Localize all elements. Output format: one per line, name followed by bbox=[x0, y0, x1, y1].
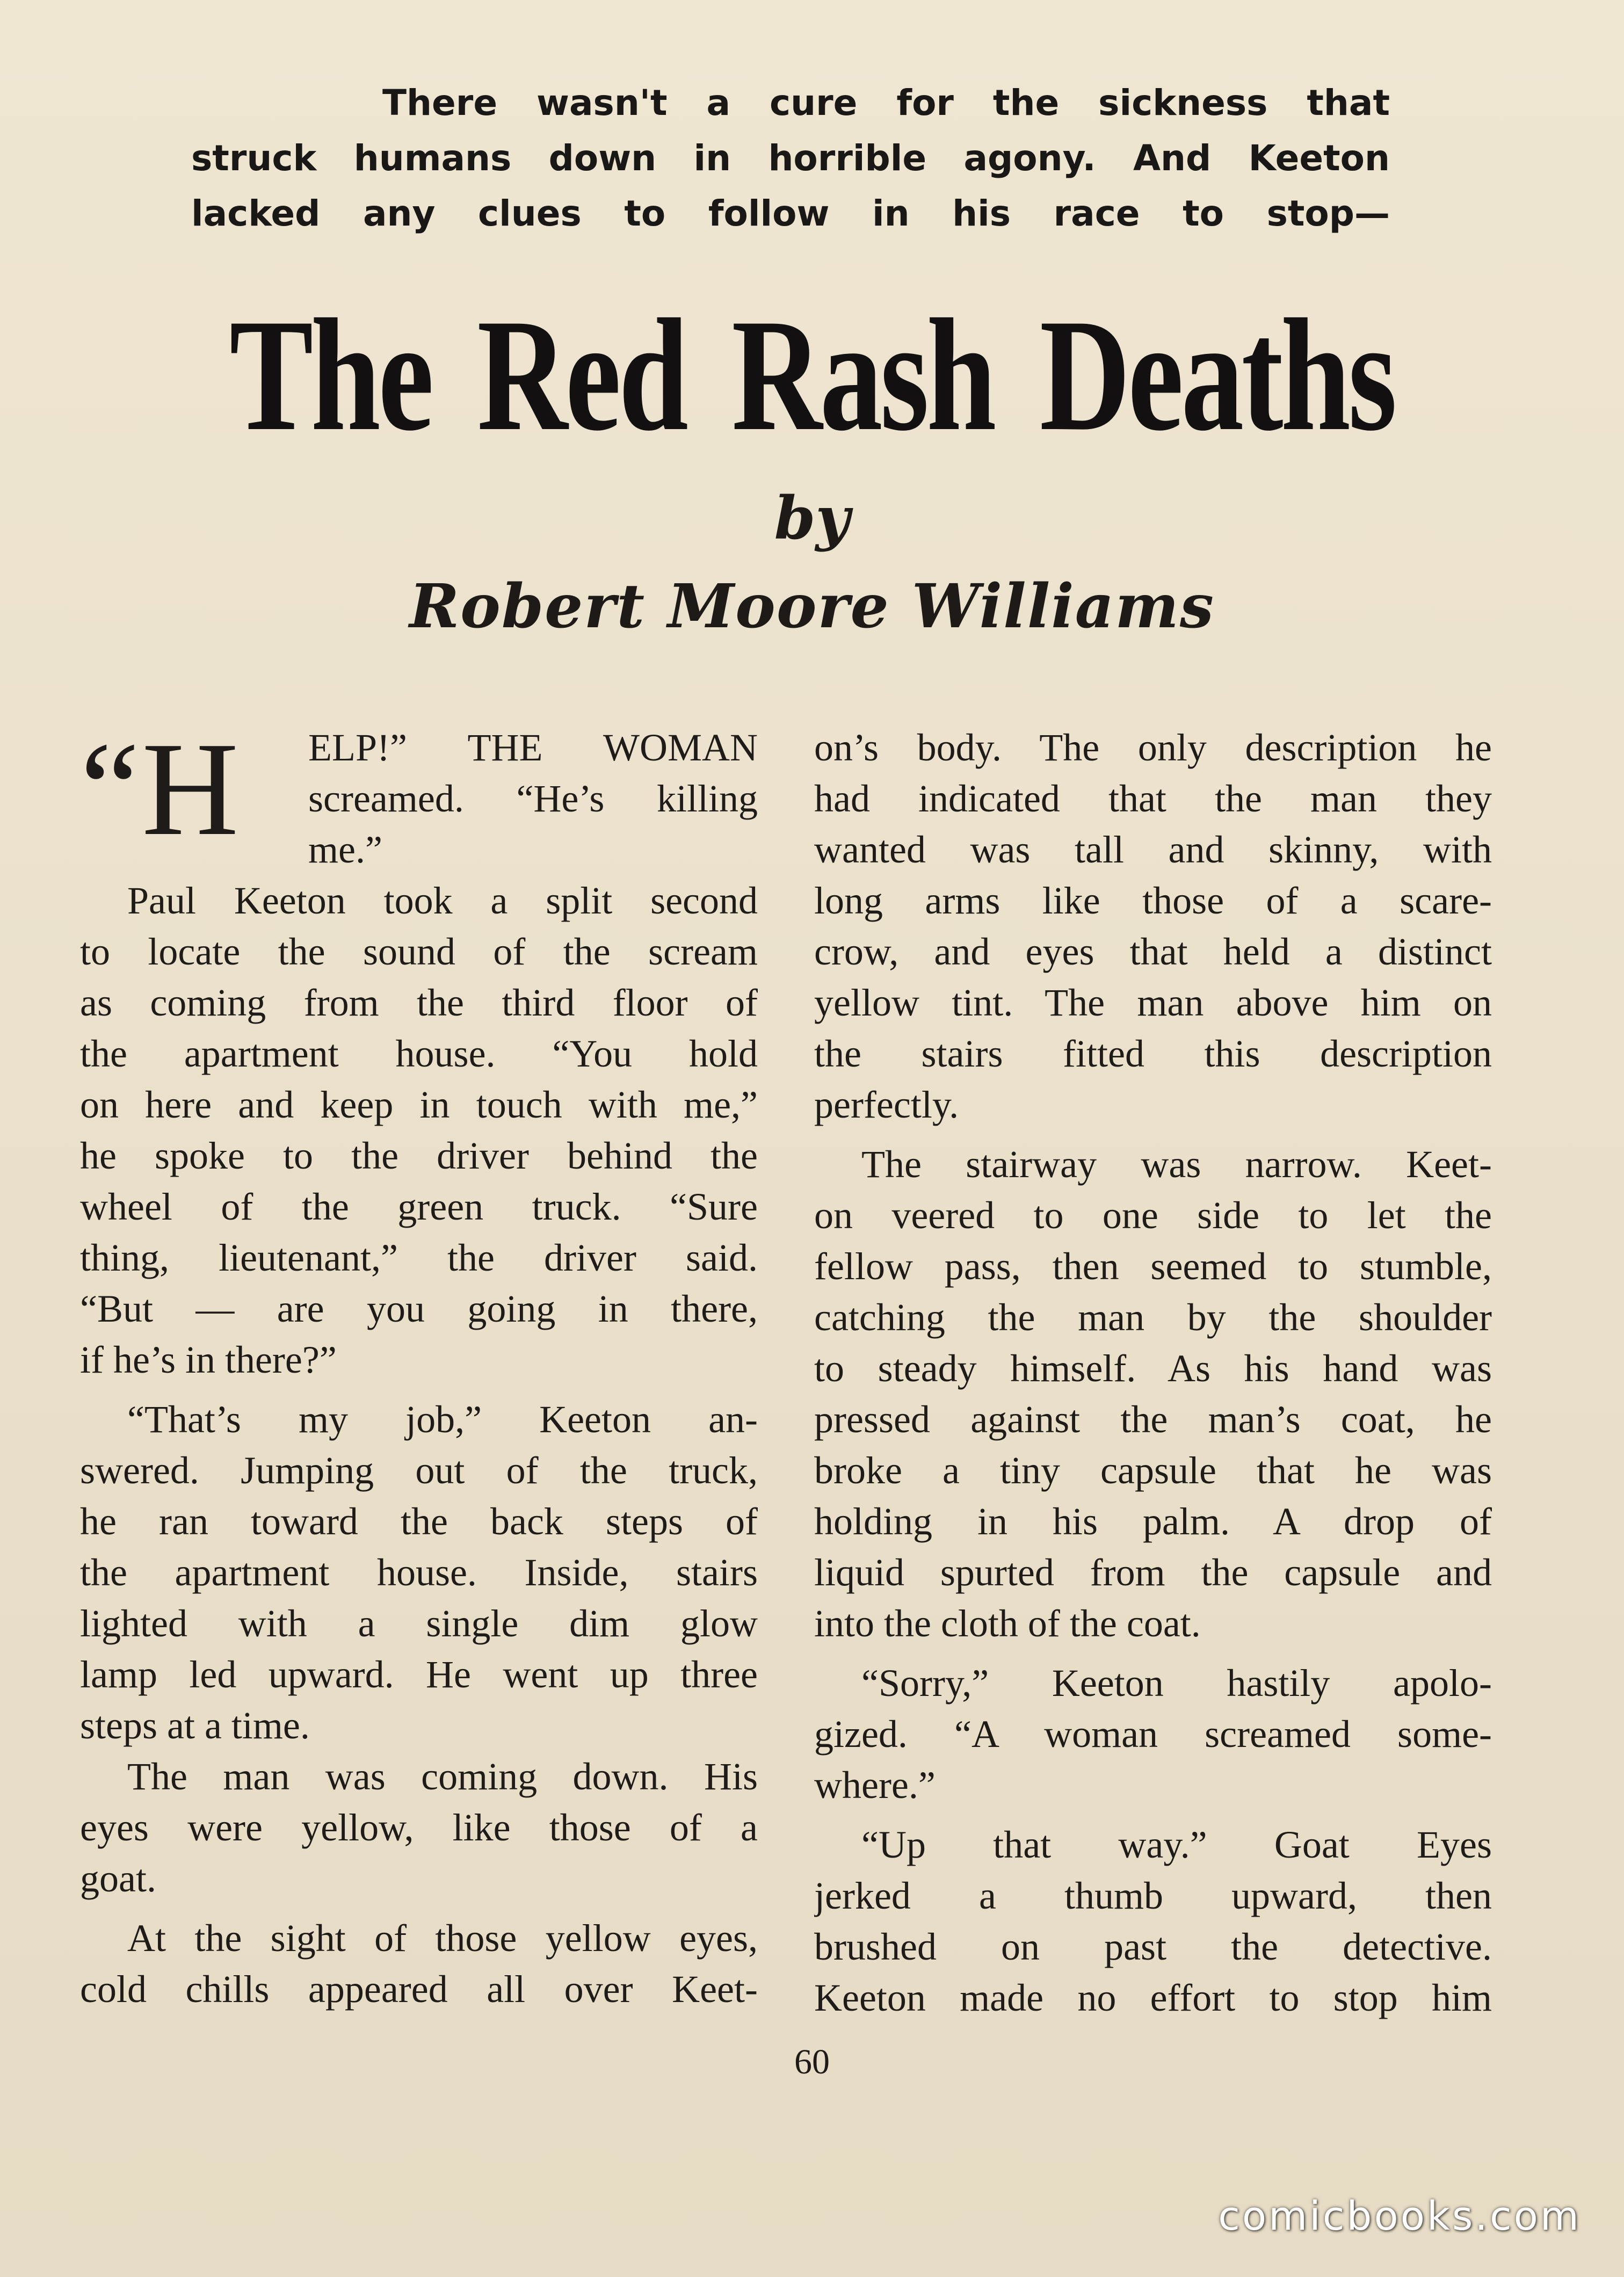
text-line: “That’s my job,” Keeton an- bbox=[127, 1398, 758, 1441]
author-name: Robert Moore Williams bbox=[409, 571, 1215, 642]
text-line: fellow pass, then seemed to stumble, bbox=[814, 1245, 1492, 1288]
byline: by bbox=[774, 483, 850, 553]
site-watermark: comicbooks.com bbox=[1218, 2193, 1581, 2239]
story-title: The Red Rash Deaths bbox=[229, 286, 1395, 464]
text-line: Paul Keeton took a split second bbox=[127, 879, 758, 922]
text-line: on’s body. The only description he bbox=[814, 726, 1492, 769]
text-line: as coming from the third floor of bbox=[80, 981, 758, 1024]
text-line: long arms like those of a scare- bbox=[814, 879, 1492, 922]
text-line: lighted with a single dim glow bbox=[80, 1602, 758, 1645]
text-line: cold chills appeared all over Keet- bbox=[80, 1968, 758, 2011]
text-line: if he’s in there?” bbox=[80, 1338, 337, 1381]
text-line: lamp led upward. He went up three bbox=[80, 1653, 758, 1696]
page-number: 60 bbox=[794, 2042, 830, 2082]
text-line: the apartment house. Inside, stairs bbox=[80, 1551, 758, 1594]
text-line: ELP!” THE WOMAN bbox=[308, 726, 758, 769]
text-line: Keeton made no effort to stop him bbox=[814, 1976, 1492, 2019]
text-line: yellow tint. The man above him on bbox=[814, 981, 1492, 1024]
blurb-line: lacked any clues to follow in his race to stop— bbox=[191, 193, 1390, 234]
story-blurb bbox=[191, 75, 1390, 241]
text-line: on veered to one side to let the bbox=[814, 1194, 1492, 1237]
drop-cap: “H bbox=[80, 715, 241, 864]
text-line: swered. Jumping out of the truck, bbox=[80, 1449, 758, 1492]
blurb-line: struck humans down in horrible agony. And Keeton bbox=[191, 137, 1390, 179]
text-line: where.” bbox=[814, 1764, 936, 1807]
text-line: he spoke to the driver behind the bbox=[80, 1134, 758, 1177]
text-line: to locate the sound of the scream bbox=[80, 930, 758, 973]
text-line: The man was coming down. His bbox=[127, 1755, 758, 1798]
text-line: “But — are you going in there, bbox=[80, 1287, 758, 1330]
text-line: on here and keep in touch with me,” bbox=[80, 1083, 758, 1126]
text-line: the stairs fitted this description bbox=[814, 1032, 1492, 1075]
text-line: pressed against the man’s coat, he bbox=[814, 1398, 1492, 1441]
text-line: me.” bbox=[308, 828, 382, 871]
text-line: the apartment house. “You hold bbox=[80, 1032, 758, 1075]
text-line: screamed. “He’s killing bbox=[308, 777, 758, 820]
text-line: goat. bbox=[80, 1857, 156, 1900]
text-line: “Sorry,” Keeton hastily apolo- bbox=[861, 1662, 1492, 1705]
text-line: eyes were yellow, like those of a bbox=[80, 1806, 758, 1849]
text-line: brushed on past the detective. bbox=[814, 1925, 1492, 1968]
text-line: had indicated that the man they bbox=[814, 777, 1492, 820]
text-line: thing, lieutenant,” the driver said. bbox=[80, 1236, 758, 1279]
text-line: steps at a time. bbox=[80, 1704, 310, 1747]
text-line: into the cloth of the coat. bbox=[814, 1602, 1201, 1645]
text-line: wheel of the green truck. “Sure bbox=[80, 1185, 758, 1228]
blurb-line: There wasn't a cure for the sickness that bbox=[382, 82, 1390, 124]
text-line: crow, and eyes that held a distinct bbox=[814, 930, 1492, 973]
text-line: liquid spurted from the capsule and bbox=[814, 1551, 1492, 1594]
text-line: to steady himself. As his hand was bbox=[814, 1347, 1492, 1390]
text-line: jerked a thumb upward, then bbox=[814, 1874, 1492, 1917]
text-line: holding in his palm. A drop of bbox=[814, 1500, 1492, 1543]
text-line: “Up that way.” Goat Eyes bbox=[861, 1823, 1492, 1866]
text-line: wanted was tall and skinny, with bbox=[814, 828, 1492, 871]
text-line: perfectly. bbox=[814, 1083, 959, 1126]
text-line: broke a tiny capsule that he was bbox=[814, 1449, 1492, 1492]
text-line: At the sight of those yellow eyes, bbox=[127, 1917, 758, 1960]
text-line: catching the man by the shoulder bbox=[814, 1296, 1492, 1339]
left-column bbox=[80, 715, 758, 2015]
text-line: The stairway was narrow. Keet- bbox=[861, 1143, 1492, 1186]
text-line: gized. “A woman screamed some- bbox=[814, 1713, 1492, 1756]
text-line: he ran toward the back steps of bbox=[80, 1500, 758, 1543]
right-column bbox=[814, 722, 1492, 2024]
